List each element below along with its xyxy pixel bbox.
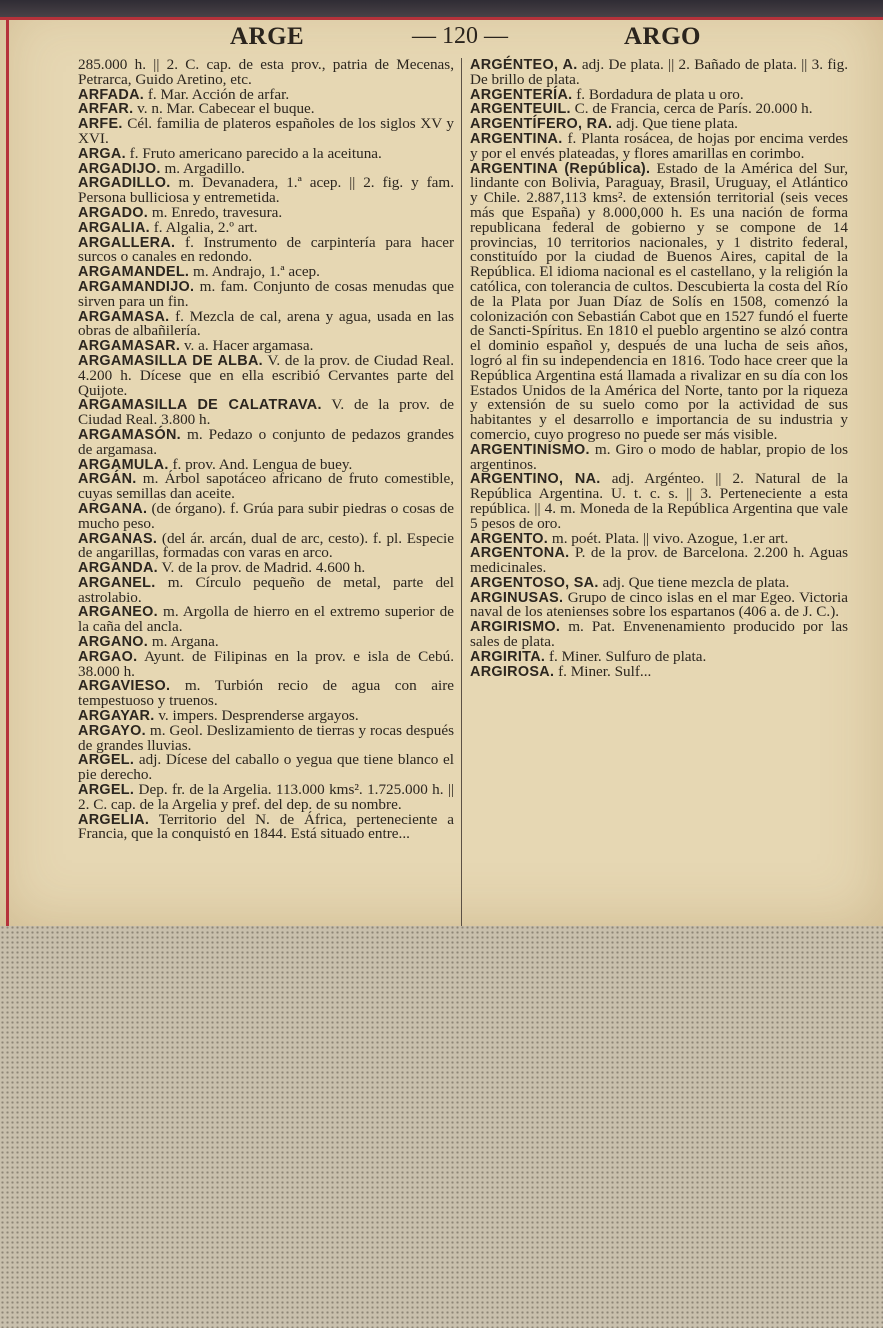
entry-headword: ARGANA.: [78, 500, 148, 517]
entry-definition: m. Argana.: [151, 633, 219, 651]
dictionary-entry: [470, 159, 848, 443]
entry-headword: ARGANO.: [78, 634, 149, 651]
entry-headword: ARGENTINO, NA.: [470, 471, 601, 488]
entry-definition: m. Giro o modo de hablar, propio de los argentinos.: [470, 440, 848, 473]
entry-headword: ARGAO.: [78, 648, 138, 665]
dictionary-entry: [78, 753, 454, 783]
entry-definition: adj. Dícese del caballo o yegua que tiene blanco el pie derecho.: [78, 751, 454, 784]
entry-headword: ARGENTINA (República).: [470, 160, 651, 177]
entry-headword: ARGAMANDIJO.: [78, 278, 195, 295]
entry-headword: ARGAMASILLA DE ALBA.: [78, 352, 263, 369]
entry-definition: v. a. Hacer argamasa.: [183, 337, 314, 355]
red-top-rule: [0, 17, 883, 20]
dictionary-entry: [78, 176, 454, 206]
dictionary-entry: [470, 647, 848, 665]
entry-definition: Grupo de cinco islas en el mar Egeo. Victoria naval de los atenienses sobre los espartanos (406 a. de J. C.).: [470, 588, 849, 621]
dictionary-entry: [78, 573, 455, 606]
entry-definition: adj. De plata. || 2. Bañado de plata. || 3. fig. De brillo de plata.: [470, 56, 848, 88]
entry-definition: m. fam. Conjunto de cosas menudas que sirven para un fin.: [78, 277, 455, 310]
entry-definition: Estado de la América del Sur, lindante con Bolivia, Paraguay, Brasil, Uruguay, el Atlántico y Chile. 2.887,113 kms². de extensión territorial (seis veces más que España) y 8.000,000 h. Es una nación de forma republicana federal de gobierno y se compone de 14 provincias, 10 territorios nacionales, y 1 distrito federal, constituído por la ciudad de Buenos Aires, capital de la República. El idioma nacional es el castellano, y la religión la católica, con tolerancia de cultos. Descubierta la costa del Río de la Plata por Juan Díaz de Solís en 1508, comenzó la colonización con Sebastián Cabot que en 1527 fundó el fuerte de Sancti-Spíritus. En 1810 el pueblo argentino se alzó contra el dominio español y, después de una lucha de seis años, logró al fin su independencia en 1816. Todo hace creer que la República Argentina está llamada a rivalizar en su día con los Estados Unidos de la América del Norte, tanto por la riqueza y extensión de su suelo como por la actividad de sus habitantes y el desarrollo e importancia de su industria y comercio, cuyo progreso no puede ser más visible.: [470, 159, 848, 443]
dictionary-entry: [470, 662, 848, 680]
entry-headword: ARGENTOSO, SA.: [470, 574, 599, 591]
running-head: [0, 23, 883, 53]
dictionary-entry: [78, 810, 454, 843]
entry-headword: ARGELIA.: [78, 811, 150, 828]
dictionary-entry: [470, 472, 848, 531]
blank-background: [0, 926, 883, 1328]
entry-definition: m. poét. Plata. || vivo. Azogue, 1.er art.: [551, 529, 789, 547]
entry-headword: ARGANEO.: [78, 604, 158, 621]
entry-headword: ARGAMASAR.: [78, 338, 181, 355]
entry-headword: ARGENTÍFERO, RA.: [470, 116, 613, 133]
entry-definition: m. Argadillo.: [164, 159, 245, 177]
dictionary-entry: [78, 58, 454, 88]
entry-headword: ARFAR.: [78, 101, 134, 118]
entry-headword: ARFE.: [78, 116, 123, 133]
entry-headword: ARGENTERÍA.: [470, 86, 573, 103]
entry-definition: m. Árbol sapotáceo africano de fruto comestible, cuyas semillas dan aceite.: [78, 470, 455, 503]
entry-definition: Territorio del N. de África, perteneciente a Francia, que la conquistó en 1844. Está situado entre...: [78, 810, 454, 843]
entry-definition: v. impers. Desprenderse argayos.: [158, 707, 359, 725]
entry-headword: ARGINUSAS.: [470, 589, 564, 606]
entry-definition: f. Bordadura de plata u oro.: [576, 85, 744, 103]
dictionary-entry: [78, 425, 454, 458]
entry-headword: ARGANEL.: [78, 574, 156, 591]
dictionary-entry: [470, 546, 848, 576]
dictionary-entry: [470, 440, 848, 473]
entry-definition: f. Instrumento de carpintería para hacer surcos o canales en redondo.: [78, 233, 455, 266]
entry-headword: ARGIROSA.: [470, 663, 555, 680]
dictionary-entry: [470, 129, 849, 162]
entry-definition: m. Geol. Deslizamiento de tierras y rocas después de grandes lluvias.: [78, 721, 455, 754]
entry-definition: m. Devanadera, 1.ª acep. || 2. fig. y fam. Persona bulliciosa y entremetida.: [78, 174, 455, 207]
entry-definition: (del ár. arcán, dual de arc, cesto). f. pl. Especie de angarillas, formadas con varas en arco.: [78, 529, 455, 562]
entry-definition: m. Círculo pequeño de metal, parte del astrolabio.: [78, 573, 455, 606]
entry-definition: m. Pat. Envenenamiento producido por las sales de plata.: [470, 618, 848, 651]
dictionary-entry: [78, 117, 454, 147]
entry-headword: ARGENTONA.: [470, 545, 570, 562]
dictionary-entry: [78, 398, 454, 428]
dictionary-entry: [78, 144, 454, 162]
entry-headword: ARGÉNTEO, A.: [470, 57, 578, 73]
entry-definition: f. Algalia, 2.º art.: [153, 218, 258, 236]
entry-headword: ARGÁN.: [78, 471, 137, 488]
entry-headword: ARGAMASÓN.: [78, 426, 181, 443]
entry-definition: Dep. fr. de la Argelia. 113.000 kms². 1.725.000 h. || 2. C. cap. de la Argelia y pref. del dep. de su nombre.: [78, 781, 454, 813]
entry-headword: ARGAYAR.: [78, 708, 155, 725]
entry-headword: ARGENTINISMO.: [470, 441, 590, 458]
dictionary-entry: [78, 499, 454, 532]
entry-headword: ARGEL.: [78, 752, 135, 769]
entry-definition: Ayunt. de Filipinas en la prov. e isla de Cebú. 38.000 h.: [78, 647, 454, 680]
entry-definition: f. Planta rosácea, de hojas por encima verdes y por el envés plateadas, y flores amarillas en corimbo.: [470, 129, 849, 162]
dictionary-entry: [78, 605, 454, 635]
dictionary-entry: [78, 351, 454, 399]
entry-headword: ARGIRISMO.: [470, 619, 561, 636]
entry-headword: ARGAMULA.: [78, 456, 169, 473]
entry-definition: f. prov. And. Lengua de buey.: [172, 455, 353, 473]
entry-definition: P. de la prov. de Barcelona. 2.200 h. Aguas medicinales.: [470, 544, 848, 577]
entry-definition: f. Miner. Sulfuro de plata.: [548, 647, 707, 665]
dictionary-entry: [470, 58, 848, 88]
dictionary-entry: [78, 233, 455, 266]
entry-definition: V. de la prov. de Ciudad Real. 4.200 h. Dícese que en ella escribió Cervantes parte del Quijote.: [78, 351, 454, 399]
dictionary-entry: [78, 679, 454, 709]
entry-definition: m. Argolla de hierro en el extremo superior de la caña del ancla.: [78, 603, 454, 636]
entry-headword: ARGADIJO.: [78, 160, 161, 177]
entry-definition: m. Pedazo o conjunto de pedazos grandes de argamasa.: [78, 425, 454, 458]
entry-headword: ARGAYO.: [78, 722, 146, 739]
entry-definition: V. de la prov. de Madrid. 4.600 h.: [161, 559, 366, 577]
entry-headword: ARGANAS.: [78, 530, 158, 547]
entry-definition: f. Mar. Acción de arfar.: [147, 85, 290, 103]
entry-definition: m. Andrajo, 1.ª acep.: [193, 263, 320, 281]
entry-definition: V. de la prov. de Ciudad Real. 3.800 h.: [78, 396, 454, 429]
dictionary-entry: [470, 620, 848, 650]
entry-definition: m. Enredo, travesura.: [151, 203, 283, 221]
entry-definition: m. Turbión recio de agua con aire tempestuoso y truenos.: [78, 677, 454, 710]
entry-definition: (de órgano). f. Grúa para subir piedras o cosas de mucho peso.: [78, 499, 454, 532]
entry-definition: v. n. Mar. Cabecear el buque.: [137, 100, 315, 118]
dictionary-entry: [78, 203, 454, 221]
entry-headword: ARGENTEUIL.: [470, 101, 571, 118]
dictionary-entry: [78, 721, 455, 754]
dictionary-entry: [78, 783, 454, 813]
entry-headword: ARGA.: [78, 145, 126, 162]
dictionary-entry: [470, 588, 849, 621]
entry-headword: ARGENTINA.: [470, 130, 563, 147]
right-column: [470, 58, 848, 679]
dictionary-entry: [78, 277, 455, 310]
entry-definition: f. Mezcla de cal, arena y agua, usada en las obras de albañilería.: [78, 307, 454, 340]
entry-headword: ARGAVIESO.: [78, 678, 171, 695]
dictionary-entry: [78, 472, 454, 502]
entry-headword: ARGANDA.: [78, 560, 158, 577]
entry-headword: ARGEL.: [78, 782, 135, 799]
guide-word-left: ARGE: [230, 23, 305, 50]
left-column: [78, 58, 454, 842]
entry-headword: ARGAMASILLA DE CALATRAVA.: [78, 397, 322, 414]
page-number: — 120 —: [412, 23, 508, 49]
red-left-rule: [6, 17, 9, 926]
entry-definition: adj. Argénteo. || 2. Natural de la República Argentina. U. t. c. s. || 3. Perteneciente a esta república. || 4. m. Moneda de la República Argentina que vale 5 pesos de oro.: [470, 470, 848, 532]
entry-headword: ARGAMANDEL.: [78, 264, 190, 281]
entry-headword: ARGALIA.: [78, 219, 150, 236]
guide-word-right: ARGO: [624, 23, 701, 50]
dictionary-entry: [78, 529, 455, 562]
entry-headword: ARGADILLO.: [78, 175, 171, 192]
dictionary-entry: [78, 307, 454, 340]
column-divider: [461, 58, 462, 926]
entry-definition: adj. Que tiene plata.: [616, 115, 738, 133]
entry-definition: adj. Que tiene mezcla de plata.: [602, 573, 790, 591]
page-top-edge: [0, 0, 883, 18]
entry-definition: 285.000 h. || 2. C. cap. de esta prov., patria de Mecenas, Petrarca, Guido Aretino, etc.: [78, 56, 454, 88]
entry-headword: ARFADA.: [78, 86, 145, 103]
entry-definition: f. Miner. Sulf...: [558, 662, 652, 680]
entry-headword: ARGADO.: [78, 204, 149, 221]
entry-headword: ARGIRITA.: [470, 648, 546, 665]
entry-headword: ARGAMASA.: [78, 308, 170, 325]
entry-headword: ARGENTO.: [470, 530, 549, 547]
dictionary-entry: [78, 647, 454, 680]
entry-definition: f. Fruto americano parecido a la aceituna.: [129, 144, 382, 162]
entry-headword: ARGALLERA.: [78, 234, 176, 251]
entry-definition: Cél. familia de plateros españoles de los siglos XV y XVI.: [78, 115, 455, 147]
entry-definition: C. de Francia, cerca de París. 20.000 h.: [574, 100, 813, 118]
